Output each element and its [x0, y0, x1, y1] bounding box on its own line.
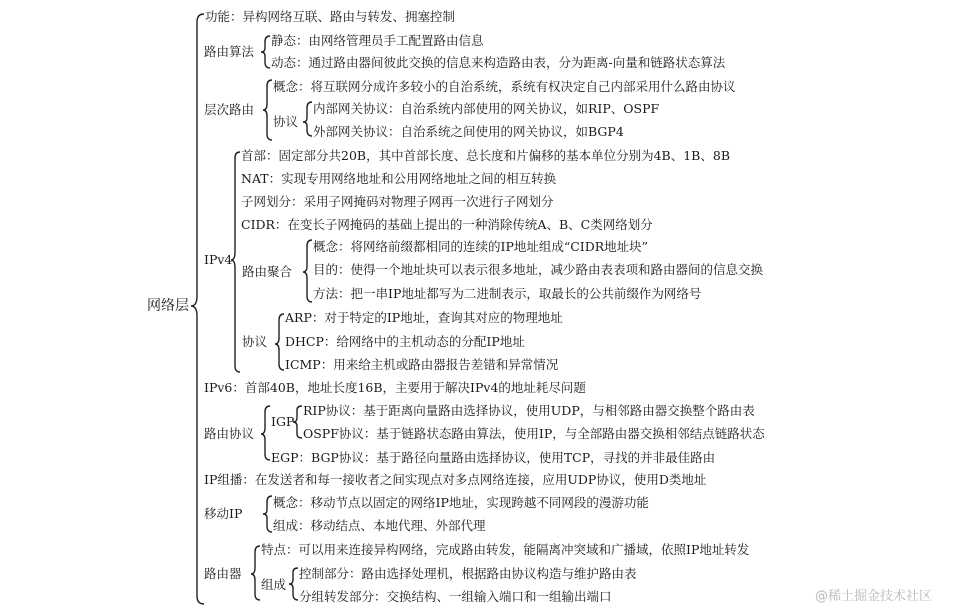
node-egp: EGP：BGP协议：基于路径向量路由选择协议，使用TCP，寻找的并非最佳路由 — [271, 450, 716, 465]
node-ipv4-protocol: 协议 — [242, 334, 268, 349]
node-router-composition: 组成 — [261, 577, 287, 592]
node-rip: RIP协议：基于距离向量路由选择协议，使用UDP，与相邻路由器交换整个路由表 — [303, 403, 755, 418]
node-ipv4-header: 首部：固定部分共20B，其中首部长度、总长度和片偏移的基本单位分别为4B、1B、8B — [241, 148, 731, 163]
root-node: 网络层 — [147, 298, 189, 314]
node-igp: IGP — [271, 414, 295, 429]
node-hr-concept: 概念：将互联网分成许多较小的自治系统，系统有权决定自己内部采用什么路由协议 — [273, 79, 736, 94]
node-ip-multicast: IP组播：在发送者和每一接收者之间实现点对多点网络连接，应用UDP协议，使用D类地址 — [204, 472, 707, 487]
node-ospf: OSPF协议：基于链路状态路由算法，使用IP，与全部路由器交换相邻结点链路状态 — [303, 426, 765, 441]
node-ipv4: IPv4 — [204, 252, 233, 267]
node-routing-protocol: 路由协议 — [204, 426, 255, 441]
node-arp: ARP：对于特定的IP地址，查询其对应的物理地址 — [285, 310, 563, 325]
node-router-control: 控制部分：路由选择处理机，根据路由协议构造与维护路由表 — [299, 566, 637, 581]
node-nat: NAT：实现专用网络地址和公用网络地址之间的相互转换 — [241, 171, 557, 186]
node-ipv6: IPv6：首部40B，地址长度16B，主要用于解决IPv4的地址耗尽问题 — [204, 380, 586, 395]
node-route-aggregation: 路由聚合 — [242, 264, 293, 279]
node-routing-algorithm: 路由算法 — [204, 44, 255, 59]
node-interior-gateway: 内部网关协议：自治系统内部使用的网关协议，如RIP、OSPF — [313, 101, 660, 116]
node-function: 功能：异构网络互联、路由与转发、拥塞控制 — [205, 9, 456, 24]
watermark: @稀土掘金技术社区 — [815, 589, 933, 604]
node-icmp: ICMP：用来给主机或路由器报告差错和异常情况 — [285, 357, 559, 372]
node-mobile-concept: 概念：移动节点以固定的网络IP地址，实现跨越不同网段的漫游功能 — [273, 495, 649, 510]
node-agg-method: 方法：把一串IP地址都写为二进制表示，取最长的公共前缀作为网络号 — [313, 286, 702, 301]
node-dhcp: DHCP：给网络中的主机动态的分配IP地址 — [285, 334, 525, 349]
node-subnetting: 子网划分：采用子网掩码对物理子网再一次进行子网划分 — [241, 194, 554, 209]
node-router-forwarding: 分组转发部分：交换结构、一组输入端口和一组输出端口 — [299, 589, 612, 604]
node-mobile-components: 组成：移动结点、本地代理、外部代理 — [273, 518, 486, 533]
node-router-feature: 特点：可以用来连接异构网络，完成路由转发，能隔离冲突域和广播域，依照IP地址转发 — [261, 542, 750, 557]
node-static-routing: 静态：由网络管理员手工配置路由信息 — [271, 33, 484, 48]
node-mobile-ip: 移动IP — [204, 506, 243, 521]
node-dynamic-routing: 动态：通过路由器间彼此交换的信息来构造路由表，分为距离-向量和链路状态算法 — [271, 55, 726, 70]
node-cidr: CIDR：在变长子网掩码的基础上提出的一种消除传统A、B、C类网络划分 — [241, 217, 653, 232]
node-agg-concept: 概念：将网络前缀都相同的连续的IP地址组成“CIDR地址块” — [313, 239, 649, 254]
node-hierarchical-routing: 层次路由 — [204, 102, 255, 117]
node-hr-protocol: 协议 — [273, 114, 299, 129]
node-exterior-gateway: 外部网关协议：自治系统之间使用的网关协议，如BGP4 — [313, 124, 624, 139]
node-agg-goal: 目的：使得一个地址块可以表示很多地址，减少路由表表项和路由器间的信息交换 — [313, 262, 764, 277]
node-router: 路由器 — [204, 566, 242, 581]
